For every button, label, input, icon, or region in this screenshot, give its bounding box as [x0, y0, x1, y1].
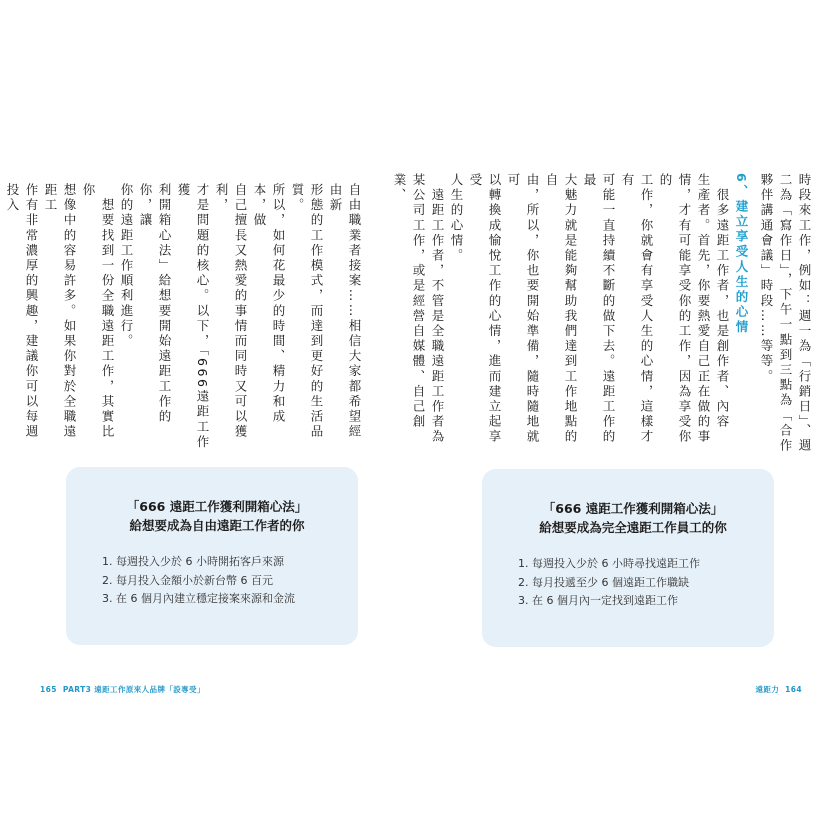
section-heading: 6、建立享受人生的心情 — [734, 173, 749, 336]
left-callout-title-line1: 「666 遠距工作獲利開箱心法」 — [126, 499, 308, 514]
text-column: 形態的工作模式，而達到更好的生活品質。 — [290, 183, 324, 440]
left-callout-title — [102, 497, 332, 535]
left-callout-list — [102, 553, 332, 609]
right-callout-box — [482, 469, 774, 647]
text-column: 以轉換成愉悅工作的心情，進而建立起享受 — [468, 173, 502, 445]
right-callout-title — [518, 499, 748, 537]
text-column: 自己擅長又熱愛的事情而同時又可以獲利， — [214, 183, 248, 440]
text-column: 某公司工作，或是經營自媒體、自己創業、 — [392, 173, 426, 430]
left-footer — [40, 684, 205, 695]
right-footer — [755, 684, 802, 695]
text-column: 生產者。首先，你要熱愛自己正在做的事 — [696, 173, 711, 445]
right-running-head: 遠距力 — [755, 685, 780, 694]
text-column: 很多遠距工作者，也是創作者、內容 — [715, 173, 730, 430]
left-callout-box — [66, 467, 358, 645]
text-column: 才是問題的核心。以下，「666遠距工作獲 — [176, 183, 210, 451]
right-callout-item: 3. 在 6 個月內一定找到遠距工作 — [518, 594, 678, 607]
text-column: 可能一直持續不斷的做下去。遠距工作的最 — [582, 173, 616, 445]
right-page-number: 164 — [785, 685, 802, 694]
text-column: 時段來工作，例如：週一為「行銷日」、週 — [797, 173, 812, 454]
left-callout-item: 1. 每週投入少於 6 小時開拓客戶來源 — [102, 555, 284, 568]
text-column: 由，所以，你也要開始準備，隨時隨地就可 — [506, 173, 540, 445]
text-column: 遠距工作者，不管是全職遠距工作者為 — [430, 173, 445, 445]
text-column: 自由職業者接案……相信大家都希望經由新 — [328, 183, 362, 440]
text-column: 工作，你就會有享受人生的心情，這樣才有 — [620, 173, 654, 445]
right-callout-item: 1. 每週投入少於 6 小時尋找遠距工作 — [518, 557, 700, 570]
left-callout-item: 3. 在 6 個月內建立穩定接案來源和金流 — [102, 592, 295, 605]
right-callout-list — [518, 555, 748, 611]
text-column: 夥伴講通會議」時段……等等。 — [759, 173, 774, 385]
left-callout-item: 2. 每月投入金額小於新台幣 6 百元 — [102, 573, 273, 587]
left-page-number: 165 — [40, 685, 57, 694]
text-column: 情，才有可能享受你的工作，因為享受你的 — [658, 173, 692, 445]
left-callout-title-line2: 給想要成為自由遠距工作者的你 — [129, 518, 305, 533]
text-column: 利開箱心法」給想要開始遠距工作的你，讓 — [138, 183, 172, 425]
text-column — [0, 183, 3, 453]
text-column: 人生的心情。 — [449, 173, 464, 264]
right-callout-title-line2: 給想要成為完全遠距工作員工的你 — [539, 520, 727, 535]
text-column: 二為「寫作日」，下午一點到三點為「合作 — [778, 173, 793, 454]
left-body-text — [0, 183, 364, 453]
left-running-head: PART3 遠距工作原來人品牌「設專受」 — [62, 685, 205, 694]
text-column: 大魅力就是能夠幫助我們達到工作地點的自 — [544, 173, 578, 445]
text-column: 作有非常濃厚的興趣，建議你可以每週投入 — [5, 183, 39, 440]
text-column: 所以，如何花最少的時間、精力和成本，做 — [252, 183, 286, 425]
right-body-text — [390, 173, 814, 458]
text-column: 想像中的容易許多。如果你對於全職遠距工 — [43, 183, 77, 440]
right-callout-title-line1: 「666 遠距工作獲利開箱心法」 — [542, 501, 724, 516]
text-column: 想要找到一份全職遠距工作，其實比你 — [81, 183, 115, 440]
text-column: 你的遠距工作順利進行。 — [119, 183, 134, 350]
right-callout-item: 2. 每月投遞至少 6 個遠距工作職缺 — [518, 575, 689, 589]
right-page — [392, 0, 840, 840]
